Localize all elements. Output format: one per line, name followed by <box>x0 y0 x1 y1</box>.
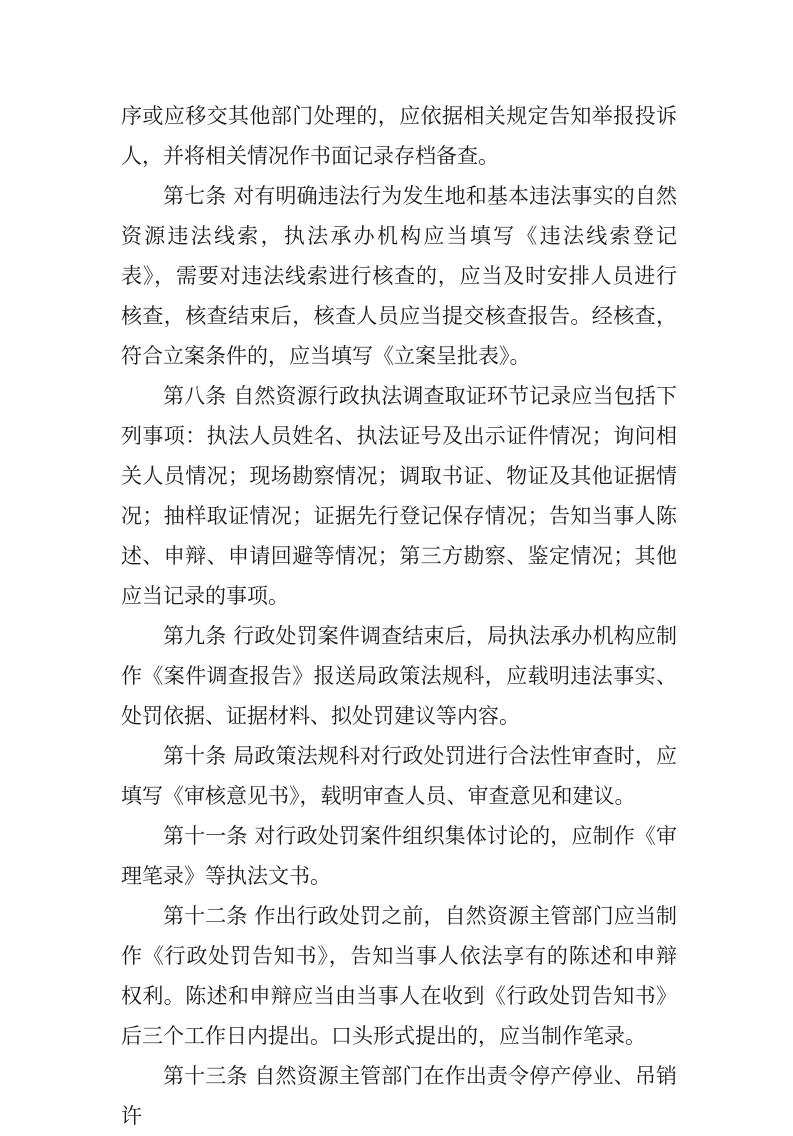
article-7-paragraph: 第七条 对有明确违法行为发生地和基本违法事实的自然资源违法线索，执法承办机构应当填写《违法线索登记表》，需要对违法线索进行核查的，应当及时安排人员进行核查，核查结束后，核查人员应当提交核查报告。经核查，符合立案条件的，应当填写《立案呈批表》。 <box>121 184 677 368</box>
article-10-paragraph: 第十条 局政策法规科对行政处罚进行合法性审查时，应填写《审核意见书》，载明审查人员、审查意见和建议。 <box>121 744 677 808</box>
article-9-paragraph: 第九条 行政处罚案件调查结束后，局执法承办机构应制作《案件调查报告》报送局政策法规科，应载明违法事实、处罚依据、证据材料、拟处罚建议等内容。 <box>121 624 677 728</box>
article-8-paragraph: 第八条 自然资源行政执法调查取证环节记录应当包括下列事项：执法人员姓名、执法证号及出示证件情况；询问相关人员情况；现场勘察情况；调取书证、物证及其他证据情况；抽样取证情况；证据先行登记保存情况；告知当事人陈述、申辩、申请回避等情况；第三方勘察、鉴定情况；其他应当记录的事项。 <box>121 384 677 608</box>
article-13-paragraph: 第十三条 自然资源主管部门在作出责令停产停业、吊销许 <box>121 1064 677 1128</box>
article-12-paragraph: 第十二条 作出行政处罚之前，自然资源主管部门应当制作《行政处罚告知书》，告知当事人依法享有的陈述和申辩权利。陈述和申辩应当由当事人在收到《行政处罚告知书》后三个工作日内提出。口头形式提出的，应当制作笔录。 <box>121 904 677 1048</box>
paragraph-continuation: 序或应移交其他部门处理的，应依据相关规定告知举报投诉人，并将相关情况作书面记录存档备查。 <box>121 104 677 168</box>
article-11-paragraph: 第十一条 对行政处罚案件组织集体讨论的，应制作《审理笔录》等执法文书。 <box>121 824 677 888</box>
document-body <box>121 96 677 1136</box>
